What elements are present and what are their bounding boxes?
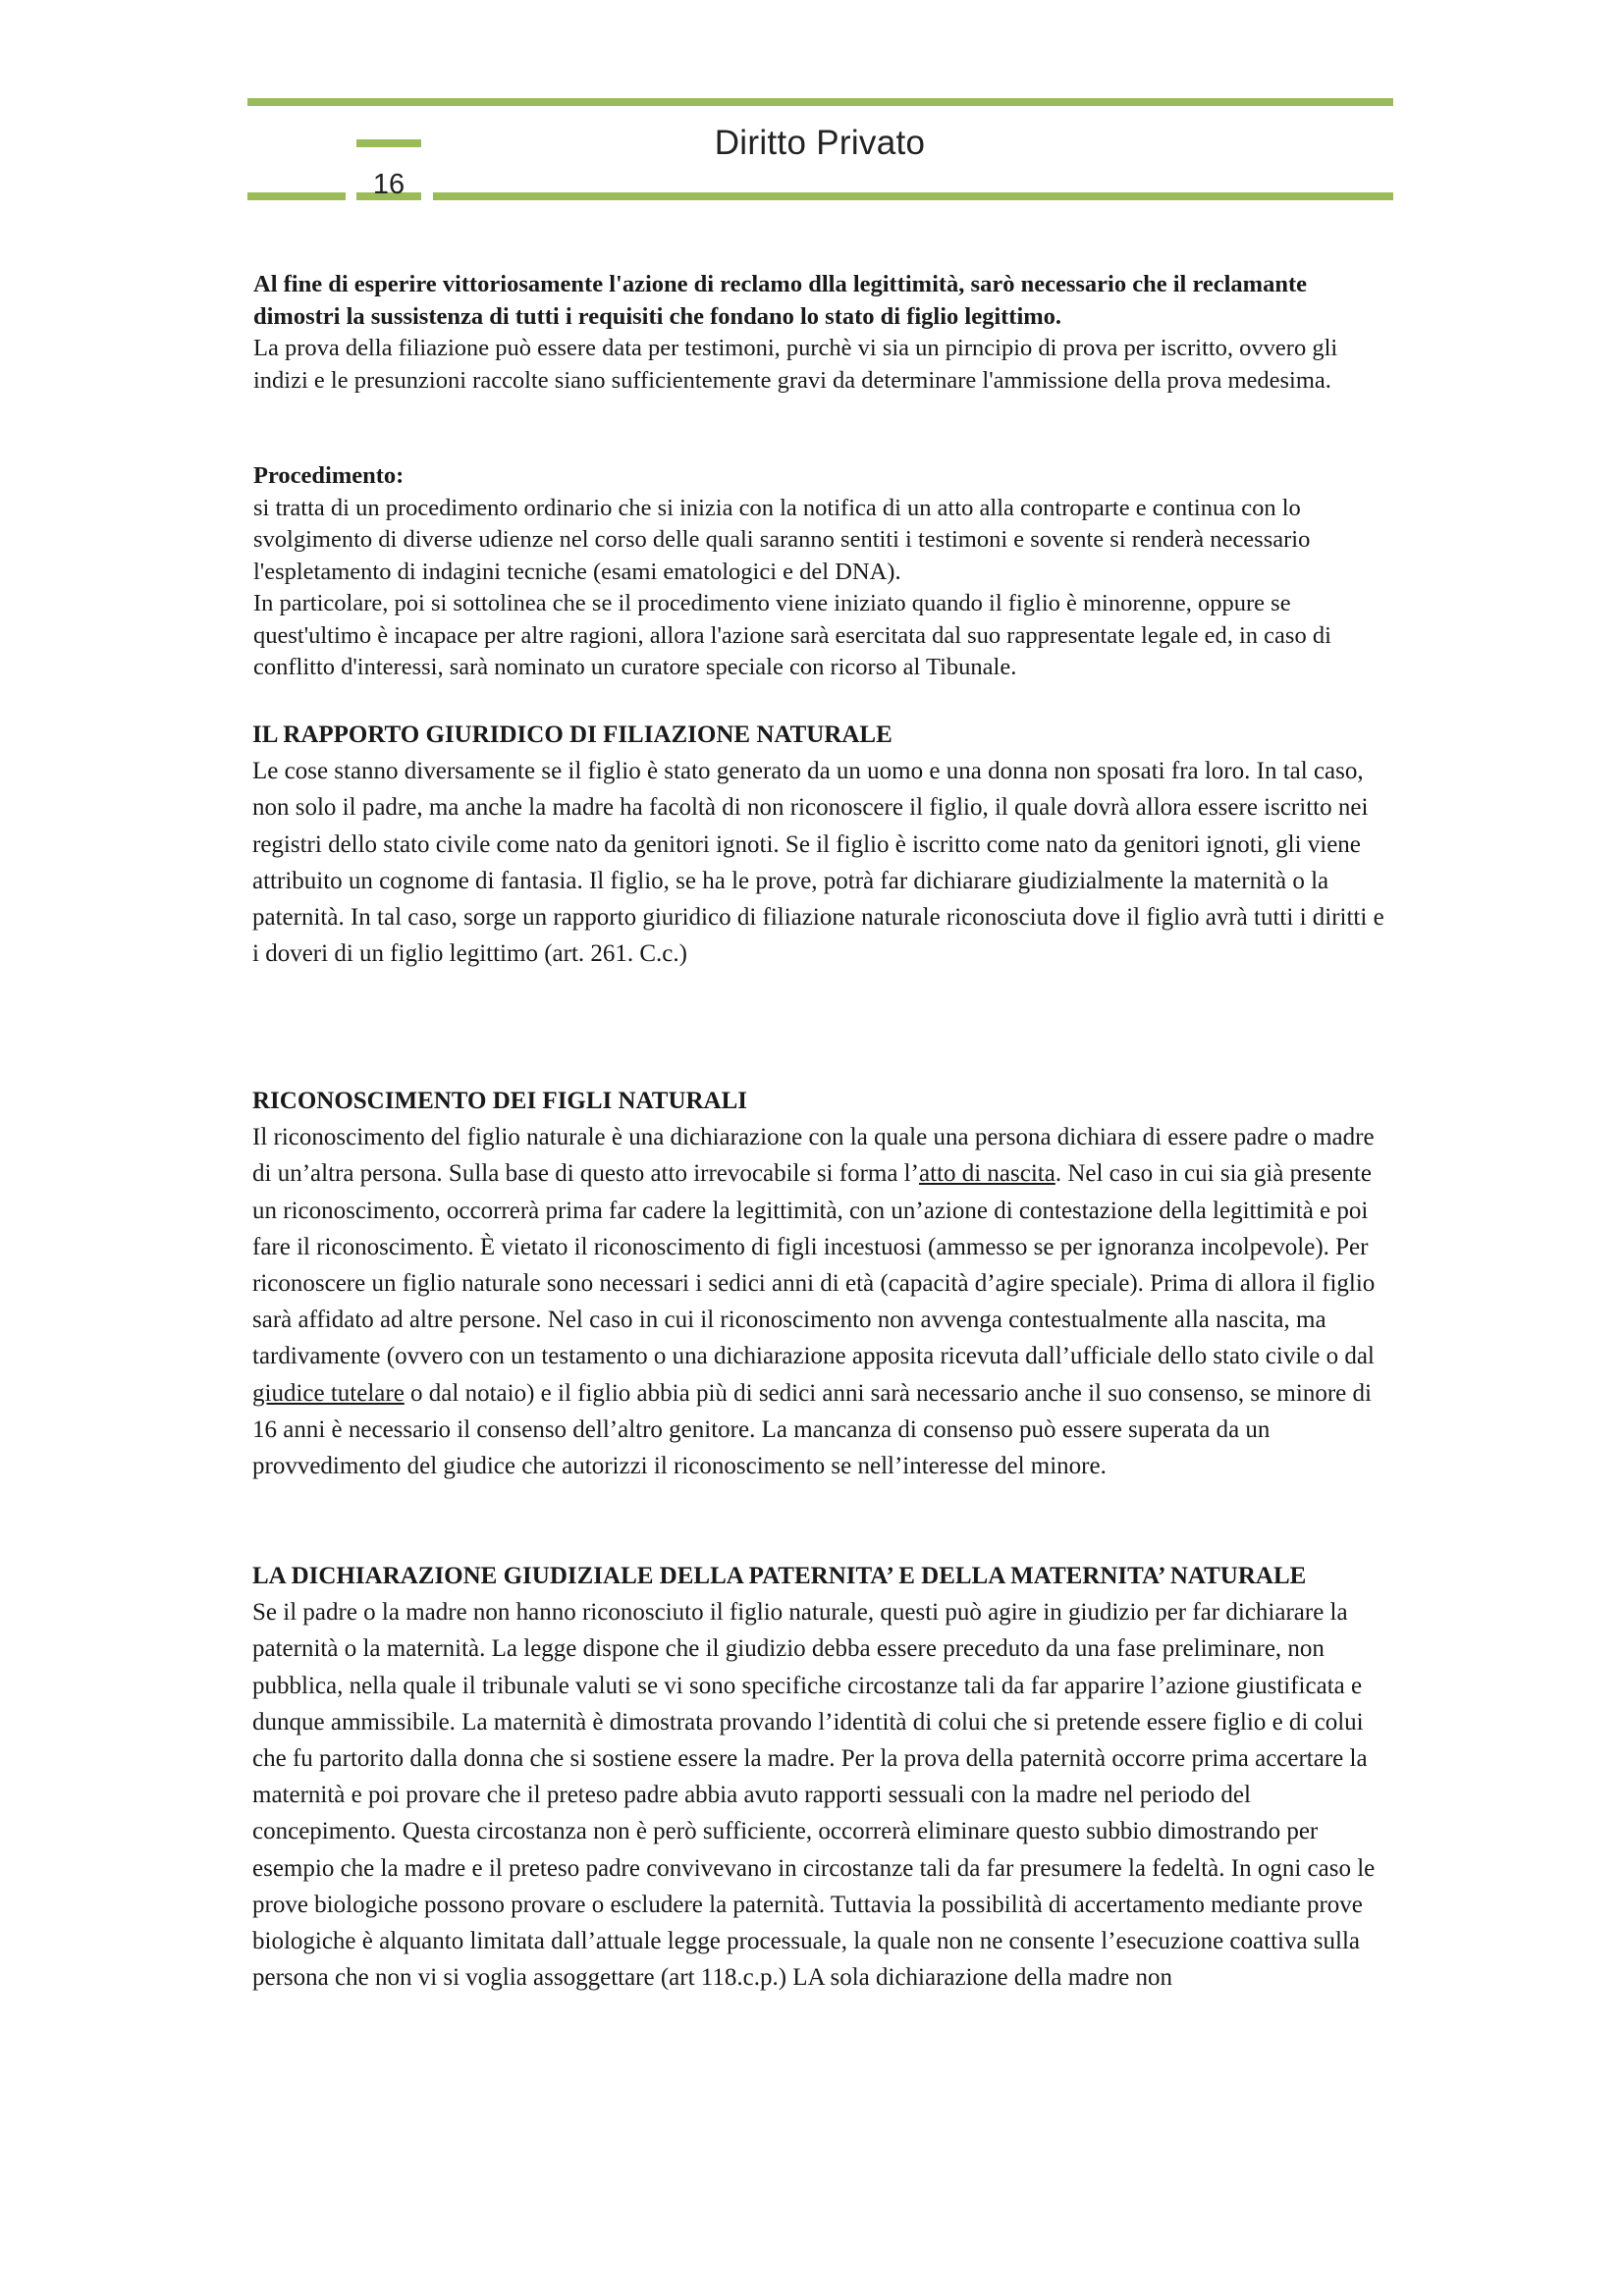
riconoscimento-section — [252, 1083, 1391, 1484]
page-number: 16 — [372, 169, 406, 200]
filiazione-naturale-paragraph: Le cose stanno diversamente se il figlio è stato generato da un uomo e una donna non sposati fra loro. In tal caso, non solo il padre, ma anche la madre ha facoltà di non riconoscere il figlio, il quale dovrà allora essere iscritto nei registri dello stato civile come nato da genitori ignoti. Se il figlio è iscritto come nato da genitori ignoti, gli viene attribuito un cognome di fantasia. Il figlio, se ha le prove, potrà far dichiarare giudizialmente la maternità o la paternità. In tal caso, sorge un rapporto giuridico di filiazione naturale riconosciuta dove il figlio avrà tutti i diritti e i doveri di un figlio legittimo (art. 261. C.c.) — [252, 758, 1384, 968]
filiazione-naturale-section — [252, 717, 1391, 972]
header-title: Diritto Privato — [714, 124, 926, 162]
header-top-rule — [247, 98, 1393, 106]
dichiarazione-giudiziale-heading: LA DICHIARAZIONE GIUDIZIALE DELLA PATERNITA’ E DELLA MATERNITA’ NATURALE — [252, 1563, 1307, 1589]
riconoscimento-paragraph — [252, 1119, 1391, 1484]
atto-di-nascita-link[interactable]: atto di nascita — [918, 1160, 1055, 1188]
header-bottom-rule-left — [247, 192, 346, 200]
riconoscimento-text-3: o dal notaio) e il figlio abbia più di sedici anni sarà necessario anche il suo consenso, se minore di 16 anni è necessario il consenso dell’altro genitore. La mancanza di consenso può essere superata da un provvedimento del giudice che autorizzi il riconoscimento se nell’interesse del minore. — [252, 1379, 1372, 1480]
filiazione-naturale-heading: IL RAPPORTO GIURIDICO DI FILIAZIONE NATURALE — [252, 721, 893, 748]
intro-paragraph: La prova della filiazione può essere data per testimoni, purchè vi sia un pirncipio di prova per iscritto, ovvero gli indizi e le presunzioni raccolte siano sufficientemente gravi da determinare l'ammissione della prova medesima. — [253, 335, 1338, 394]
page-number-top-rule — [356, 139, 421, 147]
riconoscimento-heading: RICONOSCIMENTO DEI FIGLI NATURALI — [252, 1088, 748, 1114]
riconoscimento-text-1: Il riconoscimento del figlio naturale è una dichiarazione con la quale una persona dichiara di essere padre o madre di un’altra persona. Sulla base di questo atto irrevocabile si forma l’ — [252, 1124, 1375, 1188]
header-bottom-rule-right — [433, 192, 1393, 200]
dichiarazione-giudiziale-paragraph: Se il padre o la madre non hanno riconosciuto il figlio naturale, questi può agire in giudizio per far dichiarare la paternità o la maternità. La legge dispone che il giudizio debba essere preceduto da una fase preliminare, non pubblica, nella quale il tribunale valuti se vi sono specifiche circostanze tali da far apparire l’azione giustificata e dunque ammissibile. La maternità è dimostrata provando l’identità di colui che si pretende essere figlio e di colui che fu partorito dalla donna che si sostiene essere la madre. Per la prova della paternità occorre prima accertare la maternità e poi provare che il preteso padre abbia avuto rapporti sessuali con la madre nel periodo del concepimento. Questa circostanza non è però sufficiente, occorrerà eliminare questo subbio dimostrando per esempio che la madre e il preteso padre convivevano in circostanze tali da far presumere la fedeltà. In ogni caso le prove biologiche possono provare o escludere la paternità. Tuttavia la possibilità di accertamento mediante prove biologiche è alquanto limitata dall’attuale legge processuale, la quale non ne consente l’esecuzione coattiva sulla persona che non vi si voglia assoggettare (art 118.c.p.) LA sola dichiarazione della madre non — [252, 1599, 1376, 1992]
riconoscimento-text-2: . Nel caso in cui sia già presente un riconoscimento, occorrerà prima far cadere la legittimità, con un’azione di contestazione della legittimità e poi fare il riconoscimento. È vietato il riconoscimento di figli incestuosi (ammesso se per ignoranza incolpevole). Per riconoscere un figlio naturale sono necessari i sedici anni di età (capacità d’agire speciale). Prima di allora il figlio sarà affidato ad altre persone. Nel caso in cui il riconoscimento non avvenga contestualmente alla nascita, ma tardivamente (ovvero con un testamento o una dichiarazione apposita ricevuta dall’ufficiale dello stato civile o dal — [252, 1160, 1376, 1370]
giudice-tutelare-link[interactable]: giudice tutelare — [252, 1379, 405, 1407]
procedimento-heading: Procedimento: — [253, 462, 405, 489]
procedimento-section — [253, 460, 1392, 684]
procedimento-paragraph-2: In particolare, poi si sottolinea che se il procedimento viene iniziato quando il figlio è minorenne, oppure se quest'ultimo è incapace per altre ragioni, allora l'azione sarà esercitata dal suo rappresentate legale ed, in caso di conflitto d'interessi, sarà nominato un curatore speciale con ricorso al Tibunale. — [253, 590, 1331, 680]
procedimento-paragraph-1: si tratta di un procedimento ordinario che si inizia con la notifica di un atto alla controparte e continua con lo svolgimento di diverse udienze nel corso delle quali saranno sentiti i testimoni e sovente si renderà necessario l'espletamento di indagini tecniche (esami ematologici e del DNA). — [253, 494, 1311, 585]
intro-bold-paragraph: Al fine di esperire vittoriosamente l'azione di reclamo dlla legittimità, sarò necessario che il reclamante dimostri la sussistenza di tutti i requisiti che fondano lo stato di figlio legittimo. — [253, 271, 1307, 330]
intro-section — [253, 269, 1392, 397]
dichiarazione-giudiziale-section — [252, 1558, 1391, 1996]
